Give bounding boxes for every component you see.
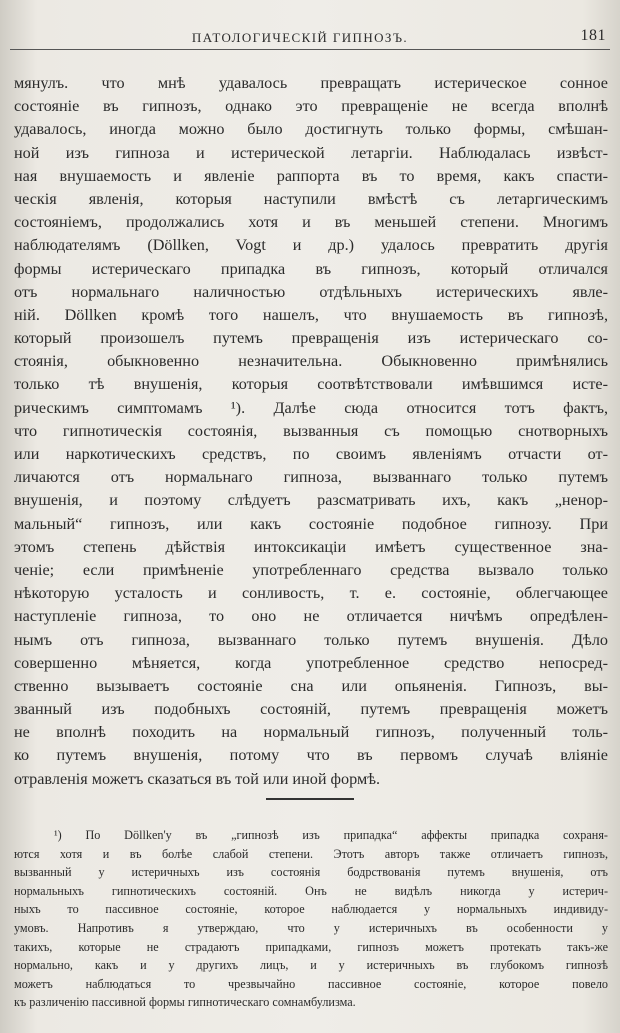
text-line: который произошелъ путемъ превращенія изъ истерическаго со- [14,329,608,348]
text-line: ко путемъ внушенія, потому что въ первомъ случаѣ вліяніе [14,746,608,765]
footnote-line: ются хотя и въ болѣе слабой степени. Этотъ авторъ также отличаетъ гипнозъ, [14,846,608,861]
page-header [0,26,620,52]
main-text [14,72,608,791]
text-line: нымъ отъ гипноза, вызваннаго только путемъ внушенія. Дѣло [14,630,608,649]
footnote [14,826,608,1012]
text-line: удавалось, иногда можно было достигнуть только формы, смѣшан- [14,120,608,139]
text-line: ственно вызываетъ состояніе сна или опьяненія. Гипнозъ, вы- [14,676,608,695]
text-line: мальный“ гипнозъ, или какъ состояніе подобное гипнозу. При [14,514,608,533]
text-line: наступленіе гипноза, то оно не отличается ничѣмъ опредѣлен- [14,607,608,626]
text-line: состояніе въ гипнозъ, однако это превращеніе не всегда вполнѣ [14,97,608,116]
text-line: этомъ степень дѣйствія интоксикаціи имѣетъ существенное зна- [14,537,608,556]
footnote-line: къ различенію пассивной формы гипнотическаго сомнамбулизма. [14,995,356,1010]
footnote-line: нормально, какъ и у другихъ лицъ, и у истеричныхъ въ глубокомъ гипнозѣ [14,958,608,973]
running-title: ПАТОЛОГИЧЕСКІЙ ГИПНОЗЪ. [191,30,409,45]
footnote-line: можетъ наблюдаться то чрезвычайно пассивное состояніе, которое повело [14,976,608,991]
text-line: стоянія, обыкновенно незначительна. Обыкновенно примѣнялись [14,352,608,371]
text-line: наблюдателямъ (Döllken, Vogt и др.) удалось превратить другія [14,236,608,255]
footnote-line: вызванный у истеричныхъ изъ состоянія бодрствованія путемъ внушенія, отъ [14,865,608,880]
text-line: нѣкоторую усталость и сонливость, т. е. состояніе, облегчающее [14,584,608,603]
text-line: ная внушаемость и явленіе раппорта въ то время, какъ спасти- [14,166,608,185]
text-line: ній. Döllken кромѣ того нашелъ, что внушаемость въ гипнозѣ, [14,305,608,324]
footnote-line: нормальныхъ гипнотическихъ состояній. Онъ не видѣлъ никогда у истерич- [14,883,608,898]
footnote-line: ¹) По Döllken'y въ „гипнозѣ изъ припадка“ аффекты припадка сохраня- [54,828,608,842]
footnote-line: такихъ, которые не страдаютъ припадками, гипнозъ можетъ протекать такъ-же [14,939,608,954]
text-line: что гипнотическія состоянія, вызванныя съ помощью снотворныхъ [14,421,608,440]
text-line: отравленія можетъ сказаться въ той или иной формѣ. [14,769,381,788]
footnote-line: умовъ. Напротивъ я утверждаю, что у истеричныхъ въ особенности у [14,920,608,935]
text-line: внушенія, и поэтому слѣдуетъ разсматривать ихъ, какъ „ненор- [14,491,608,510]
text-line: совершенно мѣняется, когда употребленное средство непосред- [14,653,608,672]
text-line: рическимъ симптомамъ ¹). Далѣе сюда относится тотъ фактъ, [14,398,608,417]
text-line: отъ нормальнаго наличностью отдѣльныхъ истерическихъ явле- [14,282,608,301]
text-line: только тѣ внушенія, которыя соотвѣтствовали имѣвшимся исте- [14,375,608,394]
text-line: ной изъ гипноза и истерической летаргіи. Наблюдалась извѣст- [14,143,608,162]
text-line: личаются отъ нормальнаго гипноза, вызваннаго только путемъ [14,468,608,487]
text-line: ченіе; если примѣненіе употребленнаго средства вызвало только [14,560,608,579]
footnote-separator [266,798,354,800]
footnote-line: ныхъ то пассивное состояніе, которое наблюдается у нормальныхъ индивиду- [14,902,608,917]
page-number: 181 [580,27,606,44]
text-line: не вполнѣ походить на нормальный гипнозъ, полученный толь- [14,723,608,742]
header-rule [10,49,610,50]
text-line: или наркотическихъ средствъ, по своимъ явленіямъ отчасти от- [14,445,608,463]
text-line: ческія явленія, которыя наступили вмѣстѣ съ летаргическимъ [14,189,608,208]
text-line: мянулъ. что мнѣ удавалось превращать истерическое сонное [14,74,608,92]
text-line: званный изъ подобныхъ состояній, путемъ превращенія можетъ [14,700,608,719]
text-line: формы истерическаго припадка въ гипнозъ, который отличался [14,259,608,278]
text-line: состояніемъ, продолжались хотя и въ меньшей степени. Многимъ [14,213,608,232]
